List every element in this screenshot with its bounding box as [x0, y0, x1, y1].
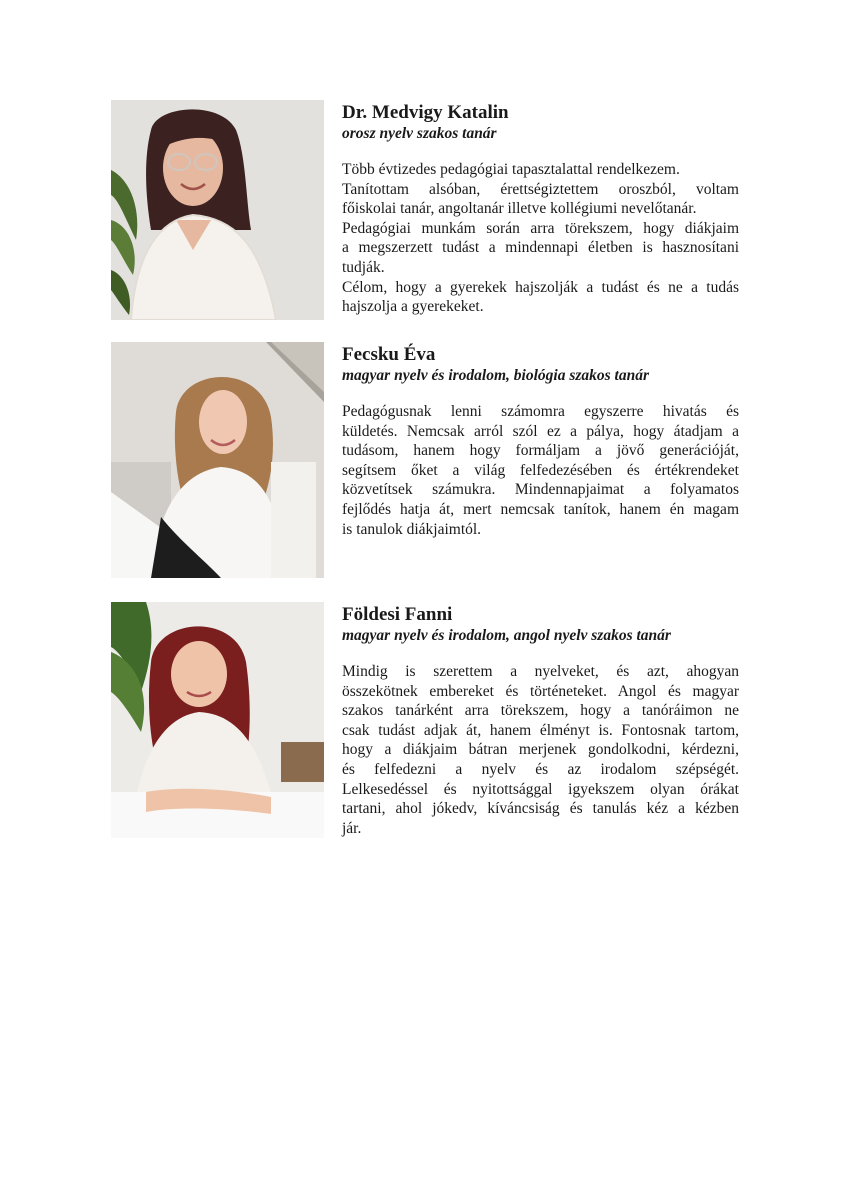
- teacher-bio: [342, 402, 739, 539]
- teacher-bio: [342, 662, 739, 838]
- bio-line: is tanulok diákjaimtól.: [342, 520, 482, 538]
- bio-line: összekötnek embereket és történeteket. Angol és magyar: [342, 682, 739, 700]
- bio-line: a megszerzett tudást a mindennapi életben is hasznosítani: [342, 239, 739, 257]
- bio-line: tartani, ahol jókedv, kíváncsiság és tanulás kéz a kézben: [342, 800, 739, 818]
- bio-line: Mindig is szerettem a nyelveket, és azt, ahogyan: [342, 663, 739, 680]
- bio-line: jár.: [342, 819, 362, 837]
- bio-line: és felfedezni a nyelv és az irodalom szépségét.: [342, 760, 739, 778]
- teacher-role: magyar nyelv és irodalom, angol nyelv szakos tanár: [342, 627, 671, 644]
- bio-line: közvetítsek számukra. Mindennapjaimat a folyamatos: [342, 481, 739, 499]
- bio-line: hajszolja a gyerekeket.: [342, 298, 484, 316]
- bio-line: tudják.: [342, 258, 385, 276]
- bio-line: fejlődés hatja át, mert nemcsak tanítok, hanem én magam: [342, 500, 739, 518]
- bio-line: Tanítottam alsóban, érettségiztettem oroszból, voltam: [342, 180, 739, 198]
- teacher-photo: [111, 342, 324, 578]
- bio-line: főiskolai tanár, angoltanár illetve kollégiumi nevelőtanár.: [342, 200, 697, 218]
- teacher-name: Földesi Fanni: [342, 604, 453, 625]
- bio-line: Célom, hogy a gyerekek hajszolják a tudást és ne a tudás: [342, 278, 739, 296]
- teacher-role: orosz nyelv szakos tanár: [342, 125, 497, 142]
- bio-line: Több évtizedes pedagógiai tapasztalattal rendelkezem.: [342, 161, 680, 178]
- teacher-name: Fecsku Éva: [342, 344, 436, 365]
- teacher-profile-2: [111, 342, 739, 578]
- bio-line: Pedagógusnak lenni számomra egyszerre hivatás és: [342, 403, 739, 420]
- bio-line: tudásom, hanem hogy formáljam a jövő generációját,: [342, 442, 739, 460]
- bio-line: küldetés. Nemcsak arról szól ez a pálya, hogy átadjam a: [342, 422, 739, 440]
- teacher-text: [342, 100, 739, 317]
- bio-line: Lelkesedéssel és nyitottsággal igyekszem olyan órákat: [342, 780, 739, 798]
- teacher-name: Dr. Medvigy Katalin: [342, 102, 509, 123]
- teacher-bio: [342, 160, 739, 317]
- bio-line: szakos tanárként arra törekszem, hogy a tanóráimon ne: [342, 702, 739, 720]
- bio-line: segítsem őket a világ felfedezésében és értékrendeket: [342, 461, 739, 479]
- teacher-profile-3: [111, 602, 739, 838]
- teacher-profile-1: [111, 100, 739, 320]
- bio-line: Pedagógiai munkám során arra törekszem, hogy diákjaim: [342, 219, 739, 237]
- teacher-role: magyar nyelv és irodalom, biológia szakos tanár: [342, 367, 649, 384]
- teacher-text: [342, 602, 739, 838]
- bio-line: hogy a diákjaim bátran merjenek gondolkodni, kérdezni,: [342, 741, 739, 759]
- teacher-photo: [111, 100, 324, 320]
- teacher-text: [342, 342, 739, 539]
- bio-line: csak tudást adjak át, hanem élményt is. Fontosnak tartom,: [342, 721, 739, 739]
- teacher-photo: [111, 602, 324, 838]
